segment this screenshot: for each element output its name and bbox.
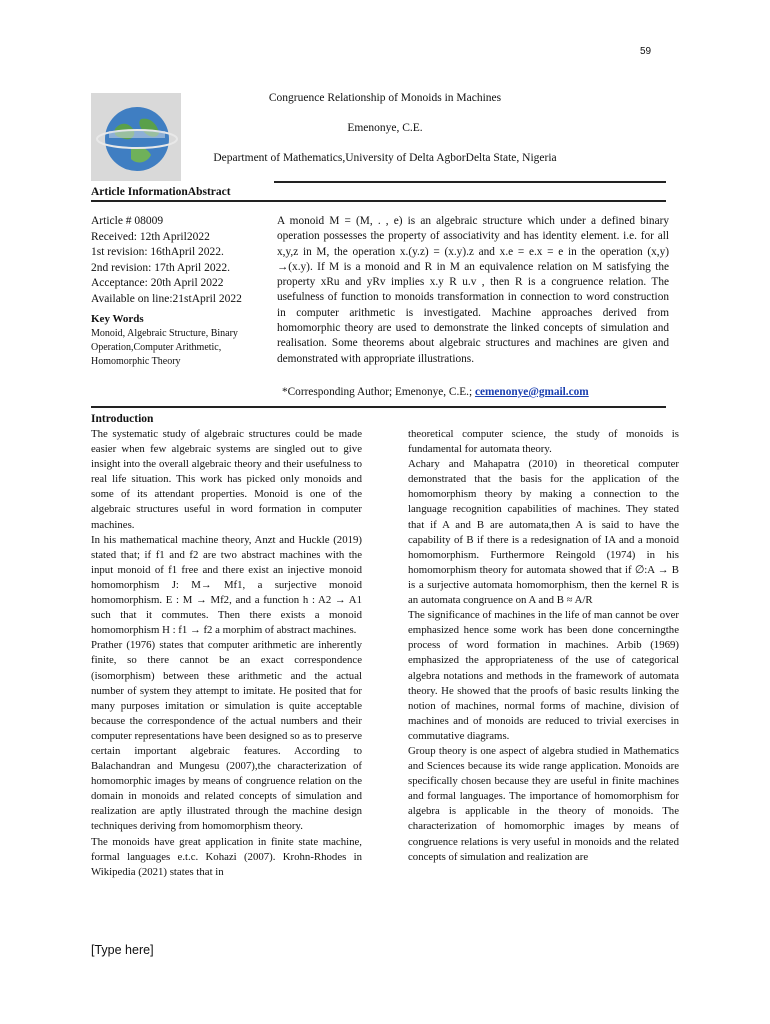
author-affiliation: Department of Mathematics,University of Delta AgborDelta State, Nigeria bbox=[213, 152, 557, 164]
keywords: Monoid, Algebraic Structure, Binary Operation,Computer Arithmetic, Homomorphic Theory bbox=[91, 328, 238, 367]
received-date: Received: 12th April2022 bbox=[91, 230, 210, 243]
article-info bbox=[91, 214, 266, 308]
journal-logo bbox=[91, 93, 181, 181]
paragraph: In his mathematical machine theory, Anzt and Huckle (2019) stated that; if f1 and f2 are two abstract machines with the input monoid of f1 free and there exist an injective monoid homomorphism J: M→ Mf1, a surjective monoid homomorphism. E : M → Mf2, and a function h : A2 → A1 such that it commutes. Then there exists a monoid homomorphism H : f1 → f2 a morphim of abstract machines. bbox=[91, 533, 362, 637]
header-rule-2 bbox=[91, 200, 666, 202]
left-column bbox=[91, 427, 362, 880]
author-name: Emenonye, C.E. bbox=[347, 122, 423, 134]
introduction-heading: Introduction bbox=[91, 413, 154, 425]
paragraph: The significance of machines in the life of man cannot be over emphasized hence some work has been done concerningthe process of word formation in machines. Arbib (1969) emphasized the appropriateness of the use of categorical algebra notations and methods in the framework of automata theory. He showed that the proofs of basic results linking the notion of machines, normal forms of machine, division of machines and of monoids are reduced to trivial exercises in commutative diagrams. bbox=[408, 609, 679, 742]
header-rule-1 bbox=[274, 181, 666, 183]
keywords-heading: Key Words bbox=[91, 313, 144, 325]
second-revision-date: 2nd revision: 17th April 2022. bbox=[91, 261, 230, 274]
corresponding-email-link[interactable]: cemenonye@gmail.com bbox=[474, 386, 589, 398]
paragraph: Prather (1976) states that computer arithmetic are inherently finite, so there cannot be an exact correspondence (isomorphism) between these arithmetic and the actual number of system they attempt to imitate. He posited that for many purposes imitation or simulation is quite acceptable because the correspondence of the actual numbers and their computer representations have been designed so as to preserve certain important algebraic features. According to Balachandran and Mungesu (2007),the characterization of homomorphic images by means of congruence relation on the domain in monoids and related concepts of simulation and realization are aptly illustrated through the machine design techniques deriving from homomorphism theory. bbox=[91, 639, 362, 833]
paragraph: The systematic study of algebraic structures could be made easier when few algebraic systems are singled out to give insight into the overall algebraic theory and their usefulness to real life situation. This work has picked only monoids and some of its attendant properties. Monoid is one of the algebraic structures useful in word formation in computer machines. bbox=[91, 428, 362, 531]
paragraph: theoretical computer science, the study of monoids is fundamental for automata theory. bbox=[408, 428, 679, 456]
paper-title: Congruence Relationship of Monoids in Machines bbox=[268, 92, 502, 104]
abstract-text: A monoid M = (M, . , e) is an algebraic structure which under a defined binary operation possesses the property of associativity and has identity element. i.e. for all x,y,z in M, the operation x.(y.z) = (x.y).z and x.e = e.x = e in the operation (x,y) →(x.y). If M is a monoid and R in M an equivalence relation on M satisfying the property xRu and yRv implies x.y R u.v , then R is a congruence relation. The usefulness of function to monoids transformation in connection to word construction in computer arithmetic is investigated. Machine approaches derived from homomorphic theory are used to demonstrate the linked concepts of simulation and realisation. Some theorems about algebraic structures and machines are given and demonstrated with appropriate illustrations. bbox=[277, 215, 669, 365]
abstract-rule bbox=[91, 406, 666, 408]
paragraph: The monoids have great application in finite state machine, formal languages e.t.c. Kohazi (2007). Krohn-Rhodes in Wikipedia (2021) states that in bbox=[91, 835, 362, 878]
acceptance-date: Acceptance: 20th April 2022 bbox=[91, 277, 224, 290]
online-date: Available on line:21stApril 2022 bbox=[91, 292, 242, 305]
right-column bbox=[408, 427, 679, 865]
corresponding-author bbox=[282, 386, 589, 398]
corresponding-label: *Corresponding Author; Emenonye, C.E.; bbox=[282, 386, 473, 398]
paragraph: Achary and Mahapatra (2010) in theoretical computer demonstrated that the basis for the application of the homomorphism theory by making a connection to the language recognition capabilities of machines. They stated that if A and B are automata,then A is said to have the capability of B if there is a redesignation of IA and a monoid homomorphism. Furthermore Reingold (1974) in his homomorphism theory for automata showed that if ∅:A → B is a surjective automata homomorphism, then the kernel R is an automata congruence on A and B ≈ A/R bbox=[408, 458, 679, 607]
article-number: Article # 08009 bbox=[91, 215, 164, 227]
article-info-heading: Article InformationAbstract bbox=[91, 186, 231, 198]
first-revision-date: 1st revision: 16thApril 2022. bbox=[91, 246, 224, 259]
footer-placeholder: [Type here] bbox=[91, 943, 154, 957]
paragraph: Group theory is one aspect of algebra studied in Mathematics and Sciences because its wide range application. Monoids are specifically chosen because they are useful in finite machines and formal languages. The importance of homomorphism for algebra is applicable in the theory of monoids. The characterization of homomorphic images by means of congruence relations is very useful in monoids and the related concepts of simulation and realization are bbox=[408, 744, 679, 863]
page-number: 59 bbox=[640, 46, 652, 57]
